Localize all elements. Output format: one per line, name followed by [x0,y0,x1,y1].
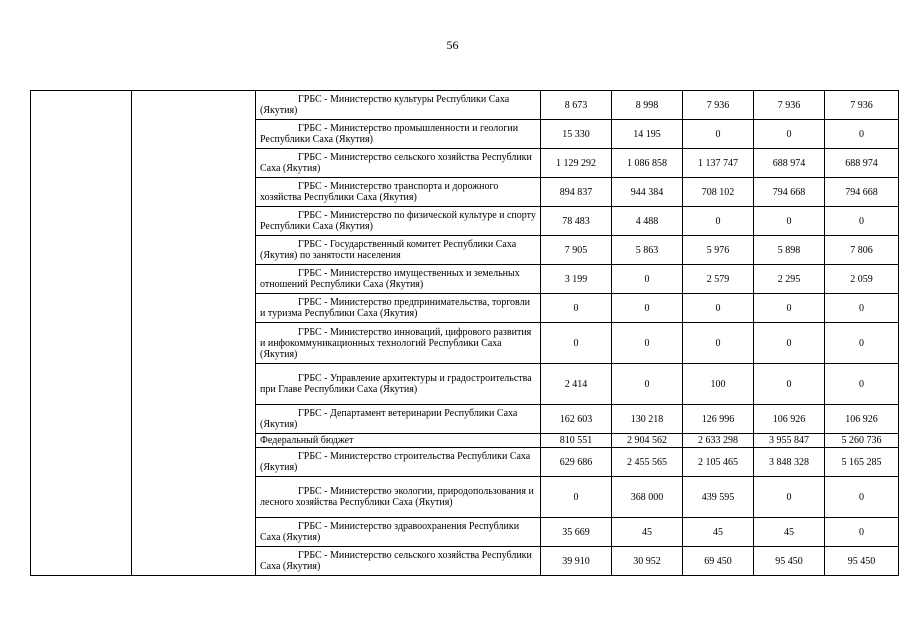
value-cell-2: 5 863 [612,236,683,265]
table-row [31,518,899,547]
row-name-cell [256,207,541,236]
row-name: ГРБС - Министерство имущественных и земельных отношений Республики Саха (Якутия) [260,268,520,290]
row-name-cell [256,265,541,294]
empty-cell-2 [132,405,256,434]
value-cell-5: 0 [825,477,899,518]
value-cell-3: 69 450 [683,547,754,576]
value-cell-5: 106 926 [825,405,899,434]
value-cell-3: 439 595 [683,477,754,518]
table-row [31,207,899,236]
value-cell-4: 0 [754,364,825,405]
value-cell-5: 2 059 [825,265,899,294]
value-cell-5: 5 260 736 [825,434,899,448]
row-name-cell [256,518,541,547]
table-row [31,120,899,149]
value-cell-5: 0 [825,294,899,323]
empty-cell-1 [31,91,132,120]
value-cell-1: 35 669 [541,518,612,547]
value-cell-2: 0 [612,323,683,364]
value-cell-5: 95 450 [825,547,899,576]
value-cell-2: 14 195 [612,120,683,149]
row-name-cell [256,448,541,477]
empty-cell-2 [132,91,256,120]
value-cell-1: 2 414 [541,364,612,405]
row-name-cell [256,91,541,120]
budget-table [30,90,899,576]
value-cell-1: 0 [541,294,612,323]
value-cell-4: 0 [754,120,825,149]
value-cell-5: 5 165 285 [825,448,899,477]
empty-cell-1 [31,265,132,294]
value-cell-4: 688 974 [754,149,825,178]
empty-cell-2 [132,477,256,518]
value-cell-3: 0 [683,120,754,149]
empty-cell-2 [132,323,256,364]
value-cell-1: 894 837 [541,178,612,207]
empty-cell-1 [31,236,132,265]
value-cell-1: 0 [541,477,612,518]
empty-cell-1 [31,178,132,207]
table-row [31,448,899,477]
value-cell-1: 39 910 [541,547,612,576]
value-cell-2: 130 218 [612,405,683,434]
empty-cell-2 [132,149,256,178]
value-cell-4: 0 [754,294,825,323]
row-name: ГРБС - Министерство строительства Республики Саха (Якутия) [260,451,531,473]
value-cell-5: 688 974 [825,149,899,178]
row-name: ГРБС - Министерство промышленности и геологии Республики Саха (Якутия) [260,123,519,145]
value-cell-3: 2 579 [683,265,754,294]
table-row [31,323,899,364]
table-row [31,91,899,120]
table-row [31,149,899,178]
empty-cell-2 [132,547,256,576]
value-cell-2: 1 086 858 [612,149,683,178]
value-cell-2: 0 [612,265,683,294]
value-cell-4: 0 [754,323,825,364]
value-cell-1: 0 [541,323,612,364]
empty-cell-2 [132,207,256,236]
budget-table-body [31,91,899,576]
row-name-cell [256,294,541,323]
value-cell-3: 0 [683,207,754,236]
table-row [31,405,899,434]
value-cell-3: 0 [683,323,754,364]
row-name: ГРБС - Министерство предпринимательства, торговли и туризма Республики Саха (Якутия) [260,297,530,319]
empty-cell-1 [31,547,132,576]
value-cell-1: 1 129 292 [541,149,612,178]
value-cell-4: 794 668 [754,178,825,207]
empty-cell-1 [31,120,132,149]
empty-cell-2 [132,120,256,149]
value-cell-4: 2 295 [754,265,825,294]
value-cell-4: 3 848 328 [754,448,825,477]
value-cell-3: 708 102 [683,178,754,207]
empty-cell-2 [132,178,256,207]
value-cell-4: 3 955 847 [754,434,825,448]
value-cell-2: 4 488 [612,207,683,236]
value-cell-3: 45 [683,518,754,547]
row-name: ГРБС - Министерство транспорта и дорожного хозяйства Республики Саха (Якутия) [260,181,499,203]
row-name: ГРБС - Государственный комитет Республики Саха (Якутия) по занятости населения [260,239,517,261]
row-name: ГРБС - Министерство по физической культуре и спорту Республики Саха (Якутия) [260,210,536,232]
row-name-cell [256,434,541,448]
empty-cell-2 [132,236,256,265]
row-name-cell [256,120,541,149]
value-cell-4: 95 450 [754,547,825,576]
value-cell-4: 0 [754,477,825,518]
value-cell-5: 0 [825,364,899,405]
value-cell-4: 106 926 [754,405,825,434]
empty-cell-2 [132,518,256,547]
value-cell-1: 3 199 [541,265,612,294]
value-cell-3: 5 976 [683,236,754,265]
value-cell-4: 0 [754,207,825,236]
row-name: ГРБС - Министерство экологии, природопользования и лесного хозяйства Республики Саха (Якутия) [260,486,534,508]
value-cell-2: 8 998 [612,91,683,120]
empty-cell-1 [31,477,132,518]
empty-cell-1 [31,448,132,477]
empty-cell-1 [31,518,132,547]
empty-cell-1 [31,294,132,323]
value-cell-2: 30 952 [612,547,683,576]
value-cell-3: 2 105 465 [683,448,754,477]
table-row [31,178,899,207]
empty-cell-1 [31,405,132,434]
value-cell-3: 126 996 [683,405,754,434]
page-number: 56 [446,38,459,52]
value-cell-1: 810 551 [541,434,612,448]
row-name-cell [256,178,541,207]
table-row [31,364,899,405]
table-row [31,477,899,518]
value-cell-3: 100 [683,364,754,405]
empty-cell-1 [31,364,132,405]
value-cell-2: 2 904 562 [612,434,683,448]
value-cell-5: 0 [825,518,899,547]
empty-cell-2 [132,448,256,477]
value-cell-3: 7 936 [683,91,754,120]
table-row [31,434,899,448]
value-cell-1: 162 603 [541,405,612,434]
value-cell-2: 0 [612,364,683,405]
value-cell-3: 1 137 747 [683,149,754,178]
row-name: ГРБС - Министерство инноваций, цифрового развития и инфокоммуникационных технологий Республики Саха (Якутия) [260,326,532,360]
table-row [31,547,899,576]
row-name-cell [256,477,541,518]
value-cell-4: 5 898 [754,236,825,265]
value-cell-4: 7 936 [754,91,825,120]
value-cell-4: 45 [754,518,825,547]
row-name-cell [256,236,541,265]
empty-cell-1 [31,207,132,236]
table-row [31,236,899,265]
value-cell-1: 629 686 [541,448,612,477]
value-cell-5: 0 [825,323,899,364]
row-name-cell [256,547,541,576]
row-name: ГРБС - Управление архитектуры и градостроительства при Главе Республики Саха (Якутия) [260,373,532,395]
row-name: ГРБС - Министерство культуры Республики Саха (Якутия) [260,94,510,116]
row-name: ГРБС - Министерство здравоохранения Республики Саха (Якутия) [260,521,520,543]
value-cell-2: 944 384 [612,178,683,207]
table-row [31,294,899,323]
value-cell-5: 7 936 [825,91,899,120]
value-cell-5: 7 806 [825,236,899,265]
value-cell-2: 0 [612,294,683,323]
row-name-cell [256,149,541,178]
value-cell-1: 8 673 [541,91,612,120]
value-cell-2: 45 [612,518,683,547]
row-name: ГРБС - Министерство сельского хозяйства Республики Саха (Якутия) [260,550,532,572]
empty-cell-1 [31,149,132,178]
row-name: ГРБС - Министерство сельского хозяйства Республики Саха (Якутия) [260,152,532,174]
empty-cell-2 [132,434,256,448]
value-cell-1: 78 483 [541,207,612,236]
row-name: ГРБС - Департамент ветеринарии Республики Саха (Якутия) [260,408,518,430]
value-cell-5: 794 668 [825,178,899,207]
value-cell-2: 2 455 565 [612,448,683,477]
empty-cell-2 [132,265,256,294]
empty-cell-2 [132,294,256,323]
empty-cell-1 [31,434,132,448]
empty-cell-2 [132,364,256,405]
row-name-cell [256,405,541,434]
row-name-cell [256,364,541,405]
value-cell-3: 0 [683,294,754,323]
value-cell-2: 368 000 [612,477,683,518]
value-cell-1: 15 330 [541,120,612,149]
row-name-cell [256,323,541,364]
value-cell-3: 2 633 298 [683,434,754,448]
value-cell-5: 0 [825,120,899,149]
row-name: Федеральный бюджет [260,435,354,446]
value-cell-1: 7 905 [541,236,612,265]
value-cell-5: 0 [825,207,899,236]
table-row [31,265,899,294]
empty-cell-1 [31,323,132,364]
